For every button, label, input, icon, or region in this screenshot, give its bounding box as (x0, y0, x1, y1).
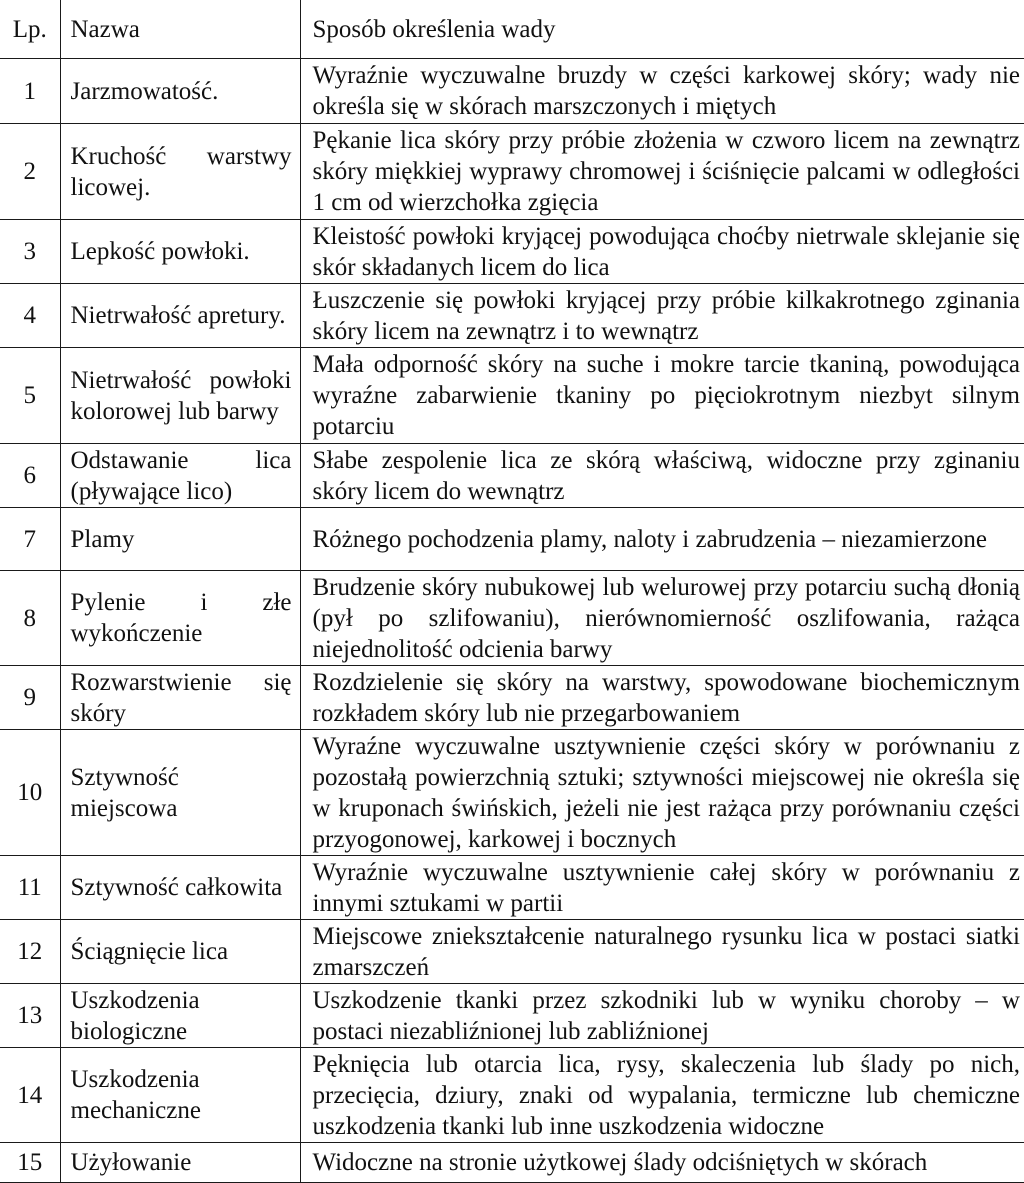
table-row (0, 348, 1024, 444)
row-lp: 9 (0, 666, 60, 730)
row-description: Pęknięcia lub otarcia lica, rysy, skaleczenia lub ślady po nich, przecięcia, dziury, znaki od wypalania, termiczne lub chemiczne uszkodzenia tkanki lub inne uszkodzenia widoczne (300, 1048, 1024, 1143)
row-name: Jarzmowatość. (60, 59, 300, 124)
row-lp: 5 (0, 348, 60, 444)
table-row (0, 666, 1024, 730)
row-name: Plamy (60, 508, 300, 571)
table-row (0, 1048, 1024, 1143)
table-row (0, 508, 1024, 571)
row-description: Wyraźnie wyczuwalne bruzdy w części karkowej skóry; wady nie określa się w skórach marszczonych i miętych (300, 59, 1024, 124)
table-row (0, 856, 1024, 920)
row-name: Nietrwałość powłoki kolorowej lub barwy (60, 348, 300, 444)
row-description: Wyraźne wyczuwalne usztywnienie części skóry w porównaniu z pozostałą powierzchnią sztuki; sztywności miejscowej nie określa się w kruponach świńskich, jeżeli nie jest rażąca przy porównaniu części przyogonowej, karkowej i bocznych (300, 730, 1024, 856)
row-description: Widoczne na stronie użytkowej ślady odciśniętych w skórach (300, 1143, 1024, 1183)
table-row (0, 59, 1024, 124)
row-description: Pękanie lica skóry przy próbie złożenia w czworo licem na zewnątrz skóry miękkiej wyprawy chromowej i ściśnięcie palcami w odległości 1 cm od wierzchołka zgięcia (300, 124, 1024, 220)
table-row (0, 124, 1024, 220)
table-row (0, 984, 1024, 1048)
row-description: Łuszczenie się powłoki kryjącej przy próbie kilkakrotnego zginania skóry licem na zewnątrz i to wewnątrz (300, 284, 1024, 348)
table-row (0, 730, 1024, 856)
row-description: Brudzenie skóry nubukowej lub welurowej przy potarciu suchą dłonią (pył po szlifowaniu), nierównomierność oszlifowania, rażąca niejednolitość odcienia barwy (300, 571, 1024, 666)
row-lp: 12 (0, 920, 60, 984)
row-name: Sztywność całkowita (60, 856, 300, 920)
row-description: Słabe zespolenie lica ze skórą właściwą, widoczne przy zginaniu skóry licem do wewnątrz (300, 444, 1024, 508)
row-name: Ściągnięcie lica (60, 920, 300, 984)
row-lp: 6 (0, 444, 60, 508)
row-name: Lepkość powłoki. (60, 220, 300, 284)
row-description: Wyraźnie wyczuwalne usztywnienie całej skóry w porównaniu z innymi sztukami w partii (300, 856, 1024, 920)
row-lp: 3 (0, 220, 60, 284)
row-lp: 15 (0, 1143, 60, 1183)
row-description: Miejscowe zniekształcenie naturalnego rysunku lica w postaci siatki zmarszczeń (300, 920, 1024, 984)
row-name: Uszkodzenia biologiczne (60, 984, 300, 1048)
row-lp: 10 (0, 730, 60, 856)
row-name: Uszkodzenia mechaniczne (60, 1048, 300, 1143)
table-row (0, 444, 1024, 508)
header-lp: Lp. (0, 0, 60, 59)
table-body (0, 59, 1024, 1183)
table-header-row (0, 0, 1024, 59)
row-name: Sztywność miejscowa (60, 730, 300, 856)
row-lp: 1 (0, 59, 60, 124)
row-name: Pylenie i złe wykończenie (60, 571, 300, 666)
header-description: Sposób określenia wady (300, 0, 1024, 59)
table-row (0, 284, 1024, 348)
row-lp: 14 (0, 1048, 60, 1143)
row-lp: 8 (0, 571, 60, 666)
table-row (0, 1143, 1024, 1183)
row-name: Odstawanie lica (pływające lico) (60, 444, 300, 508)
row-lp: 13 (0, 984, 60, 1048)
row-lp: 2 (0, 124, 60, 220)
table-row (0, 920, 1024, 984)
row-description: Rozdzielenie się skóry na warstwy, spowodowane biochemicznym rozkładem skóry lub nie przegarbowaniem (300, 666, 1024, 730)
row-lp: 7 (0, 508, 60, 571)
row-name: Rozwarstwienie się skóry (60, 666, 300, 730)
row-name: Nietrwałość apretury. (60, 284, 300, 348)
row-description: Mała odporność skóry na suche i mokre tarcie tkaniną, powodująca wyraźne zabarwienie tkaniny po pięciokrotnym niezbyt silnym potarciu (300, 348, 1024, 444)
row-description: Różnego pochodzenia plamy, naloty i zabrudzenia – niezamierzone (300, 508, 1024, 571)
row-lp: 4 (0, 284, 60, 348)
table-row (0, 571, 1024, 666)
table-row (0, 220, 1024, 284)
row-description: Uszkodzenie tkanki przez szkodniki lub w wyniku choroby – w postaci niezabliźnionej lub zabliźnionej (300, 984, 1024, 1048)
header-name: Nazwa (60, 0, 300, 59)
row-name: Kruchość warstwy licowej. (60, 124, 300, 220)
row-lp: 11 (0, 856, 60, 920)
row-name: Użyłowanie (60, 1143, 300, 1183)
row-description: Kleistość powłoki kryjącej powodująca choćby nietrwale sklejanie się skór składanych licem do lica (300, 220, 1024, 284)
